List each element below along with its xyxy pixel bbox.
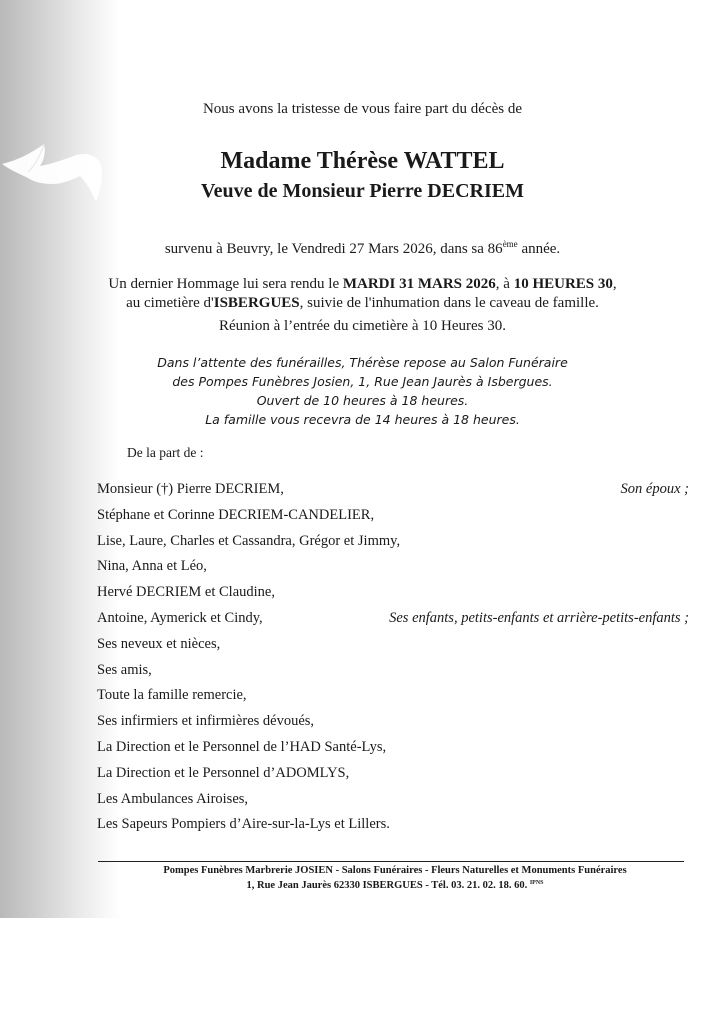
family-item: Les Sapeurs Pompiers d’Aire-sur-la-Lys et Lillers. bbox=[97, 816, 390, 833]
family-item: Ses amis, bbox=[97, 661, 152, 678]
family-item: Ses neveux et nièces, bbox=[97, 635, 221, 652]
family-item: La Direction et le Personnel de l’HAD Santé-Lys, bbox=[97, 738, 387, 755]
attente-line-1: Dans l’attente des funérailles, Thérèse repose au Salon Funéraire bbox=[157, 355, 568, 370]
reunion-line: Réunion à l’entrée du cimetière à 10 Heures 30. bbox=[219, 318, 506, 334]
attente-line-2: des Pompes Funèbres Josien, 1, Rue Jean Jaurès à Isbergues. bbox=[172, 374, 553, 389]
family-item: Antoine, Aymerick et Cindy, Ses enfants, petits-enfants et arrière-petits-enfants ; bbox=[97, 609, 689, 626]
family-item: Lise, Laure, Charles et Cassandra, Grégor et Jimmy, bbox=[97, 532, 401, 549]
attente-line-4: La famille vous recevra de 14 heures à 18 heures. bbox=[205, 412, 520, 427]
deceased-name: Madame Thérèse WATTEL bbox=[220, 148, 505, 174]
family-item: Stéphane et Corinne DECRIEM-CANDELIER, bbox=[97, 506, 375, 523]
widow-of-line: Veuve de Monsieur Pierre DECRIEM bbox=[201, 180, 524, 202]
intro-text: Nous avons la tristesse de vous faire part du décès de bbox=[202, 101, 523, 117]
page-bottom-margin bbox=[0, 918, 725, 1024]
footer-company: Pompes Funèbres Marbrerie JOSIEN - Salons Funéraires - Fleurs Naturelles et Monuments Funéraires bbox=[163, 865, 627, 876]
family-item: Nina, Anna et Léo, bbox=[97, 558, 207, 575]
family-item: Hervé DECRIEM et Claudine, bbox=[97, 584, 275, 601]
family-item: La Direction et le Personnel d’ADOMLYS, bbox=[97, 764, 350, 781]
de-la-part-label: De la part de : bbox=[127, 445, 204, 460]
family-item: Ses infirmiers et infirmières dévoués, bbox=[97, 713, 315, 730]
ceremony-line-2: au cimetière d'ISBERGUES, suivie de l'inhumation dans le caveau de famille. bbox=[126, 295, 599, 311]
ceremony-line-1: Un dernier Hommage lui sera rendu le MARDI 31 MARS 2026, à 10 HEURES 30, bbox=[108, 276, 617, 292]
family-item: Monsieur (†) Pierre DECRIEM, Son époux ; bbox=[97, 481, 689, 497]
family-item: Toute la famille remercie, bbox=[97, 687, 247, 704]
family-item: Les Ambulances Airoises, bbox=[97, 790, 249, 807]
death-details: survenu à Beuvry, le Vendredi 27 Mars 2026, dans sa 86ème année. bbox=[164, 239, 561, 257]
family-list bbox=[97, 481, 697, 842]
attente-line-3: Ouvert de 10 heures à 18 heures. bbox=[256, 393, 469, 408]
footer-address: 1, Rue Jean Jaurès 62330 ISBERGUES - Tél. 03. 21. 02. 18. 60. $^{IPNS}$ bbox=[246, 880, 544, 891]
footer-divider bbox=[98, 861, 684, 862]
